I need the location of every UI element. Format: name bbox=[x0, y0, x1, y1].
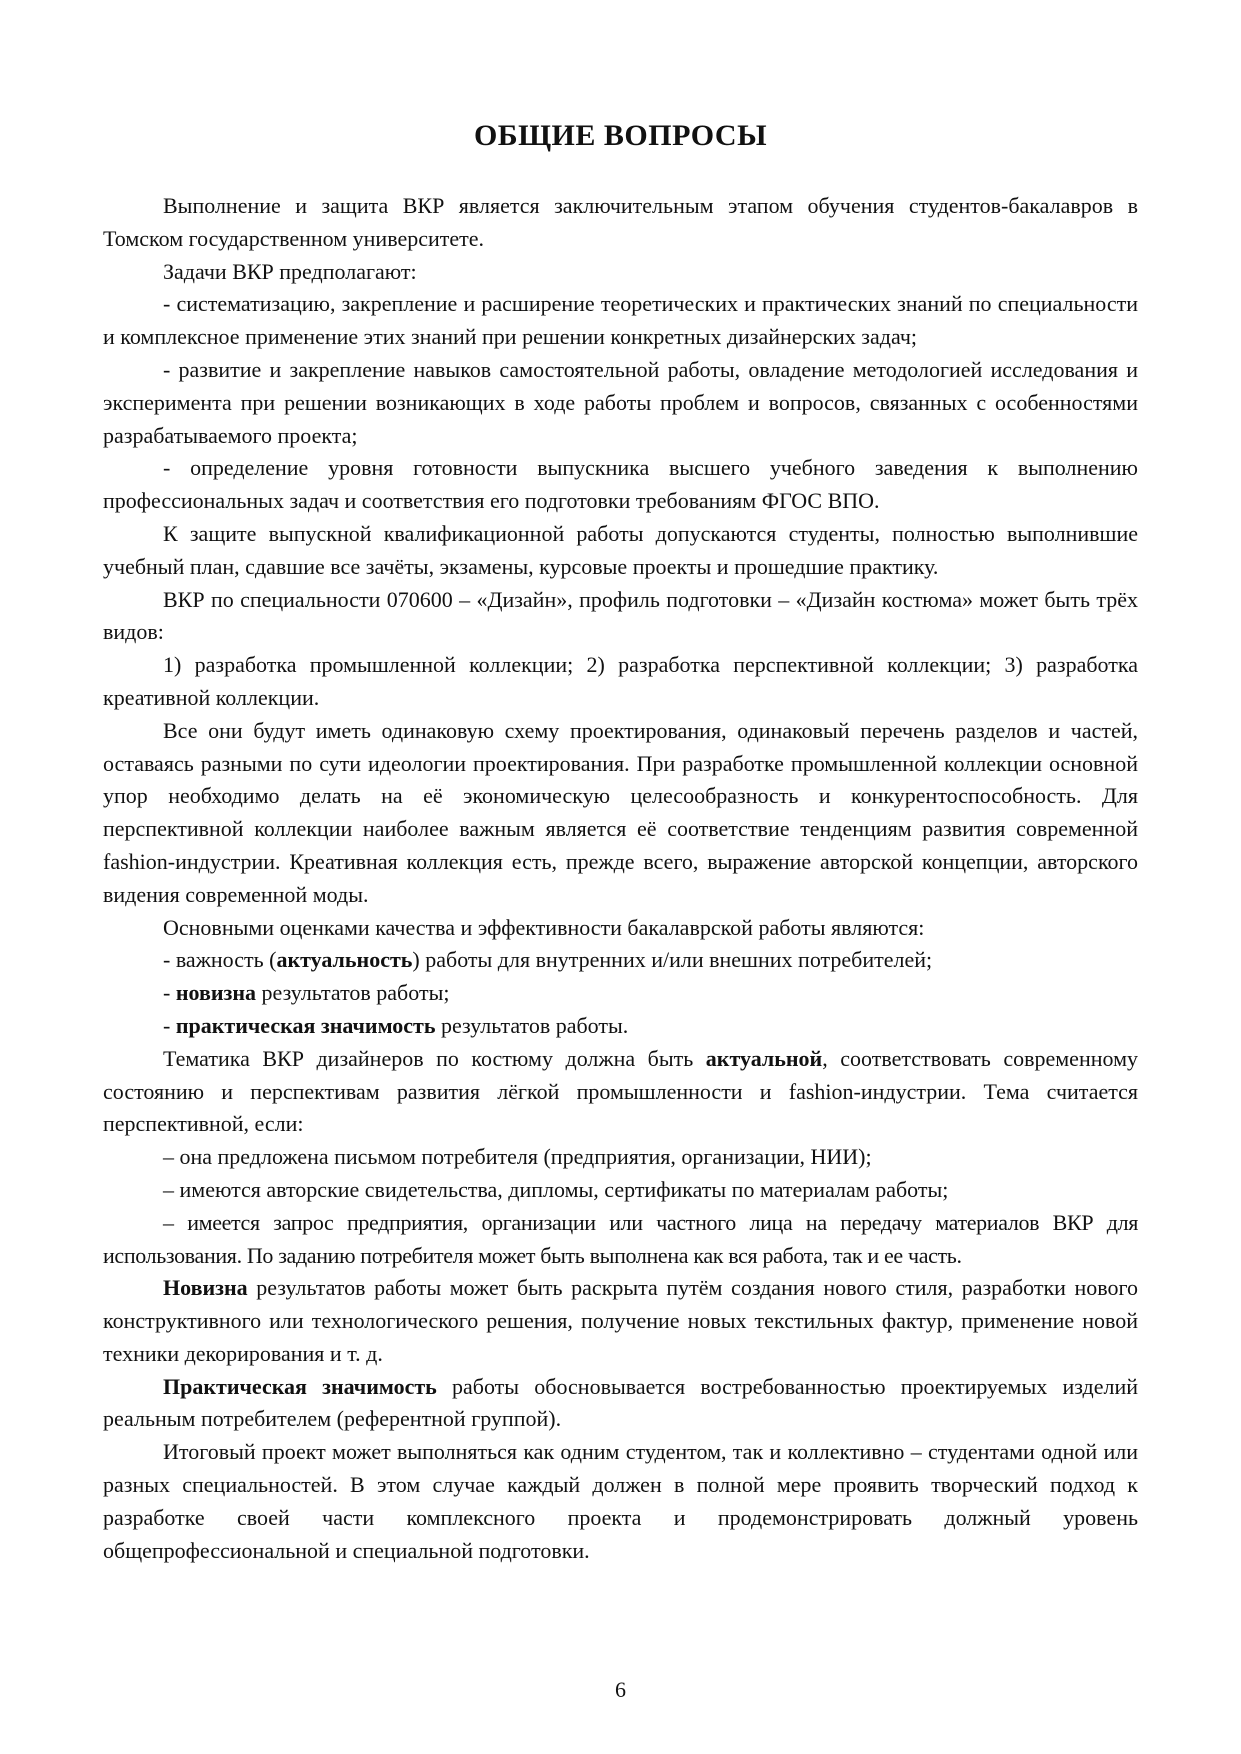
bold-term: Новизна bbox=[163, 1275, 248, 1301]
list-item bbox=[103, 977, 1138, 1010]
paragraph bbox=[103, 1272, 1138, 1370]
page-title: ОБЩИЕ ВОПРОСЫ bbox=[473, 119, 768, 152]
paragraph bbox=[103, 1043, 1138, 1141]
text-run: работы обосновывается востребованностью проектируемых изделий реальным потребителем (референтной группой). bbox=[103, 1373, 1138, 1432]
text-run: - bbox=[163, 1012, 176, 1038]
list-item bbox=[103, 944, 1138, 977]
text-run: Тематика ВКР дизайнеров по костюму должна быть bbox=[163, 1045, 706, 1071]
paragraph: Все они будут иметь одинаковую схему проектирования, одинаковый перечень разделов и частей, оставаясь разными по сути идеологии проектирования. При разработке промышленной коллекции основной упор необходимо делать на её экономическую целесообразность и конкурентоспособность. Для перспективной коллекции наиболее важным является её соответствие тенденциям развития современной fashion-индустрии. Креативная коллекция есть, прежде всего, выражение авторской концепции, авторского видения современной моды. bbox=[103, 717, 1138, 907]
bold-term: актуальность bbox=[276, 947, 413, 973]
paragraph: 1) разработка промышленной коллекции; 2) разработка перспективной коллекции; 3) разработка креативной коллекции. bbox=[103, 652, 1138, 710]
page-body bbox=[103, 118, 1138, 1567]
list-item: - определение уровня готовности выпускника высшего учебного заведения к выполнению профессиональных задач и соответствия его подготовки требованиям ФГОС ВПО. bbox=[103, 455, 1138, 514]
bold-term: Практическая значимость bbox=[163, 1373, 437, 1399]
bold-term: актуальной bbox=[705, 1045, 823, 1071]
page-number: 6 bbox=[615, 1677, 626, 1702]
paragraph: К защите выпускной квалификационной работы допускаются студенты, полностью выполнившие учебный план, сдавшие все зачёты, экзамены, курсовые проекты и прошедшие практику. bbox=[103, 520, 1138, 579]
text-run: , соответствовать современному состоянию и перспективам развития лёгкой промышленности и fashion-индустрии. Тема считается перспективной, если: bbox=[103, 1045, 1138, 1137]
list-item: – имеется запрос предприятия, организации или частного лица на передачу материалов ВКР для использования. По заданию потребителя может быть выполнена как вся работа, так и ее часть. bbox=[103, 1209, 1138, 1268]
paragraph bbox=[103, 1371, 1138, 1437]
list-item: – имеются авторские свидетельства, дипломы, сертификаты по материалам работы; bbox=[163, 1176, 949, 1202]
bold-term: практическая значимость bbox=[175, 1012, 436, 1038]
list-item: – она предложена письмом потребителя (предприятия, организации, НИИ); bbox=[163, 1144, 872, 1170]
paragraph: Задачи ВКР предполагают: bbox=[163, 258, 417, 284]
paragraph: Итоговый проект может выполняться как одним студентом, так и коллективно – студентами одной или разных специальностей. В этом случае каждый должен в полной мере проявить творческий подход к разработке своей части комплексного проекта и продемонстрировать должный уровень общепрофессиональной и специальной подготовки. bbox=[103, 1439, 1138, 1563]
text-run: результатов работы может быть раскрыта путём создания нового стиля, разработки нового конструктивного или технологического решения, получение новых текстильных фактур, применение новой техники декорирования и т. д. bbox=[103, 1275, 1138, 1366]
list-item: - систематизацию, закрепление и расширение теоретических и практических знаний по специальности и комплексное применение этих знаний при решении конкретных дизайнерских задач; bbox=[103, 291, 1138, 350]
text-run: результатов работы. bbox=[435, 1012, 629, 1038]
text-run: - bbox=[163, 980, 176, 1006]
text-run: ) работы для внутренних и/или внешних потребителей; bbox=[412, 947, 933, 973]
paragraph: ВКР по специальности 070600 – «Дизайн», профиль подготовки – «Дизайн костюма» может быть трёх видов: bbox=[103, 586, 1138, 645]
list-item bbox=[103, 1010, 1138, 1043]
bold-term: новизна bbox=[175, 980, 257, 1006]
paragraph: Основными оценками качества и эффективности бакалаврской работы являются: bbox=[163, 914, 925, 940]
text-run: - важность ( bbox=[163, 947, 277, 973]
text-run: результатов работы; bbox=[256, 980, 450, 1006]
paragraph: Выполнение и защита ВКР является заключительным этапом обучения студентов-бакалавров в Томском государственном университете. bbox=[103, 193, 1138, 251]
list-item: - развитие и закрепление навыков самостоятельной работы, овладение методологией исследования и эксперимента при решении возникающих в ходе работы проблем и вопросов, связанных с особенностями разрабатываемого проекта; bbox=[103, 356, 1138, 448]
